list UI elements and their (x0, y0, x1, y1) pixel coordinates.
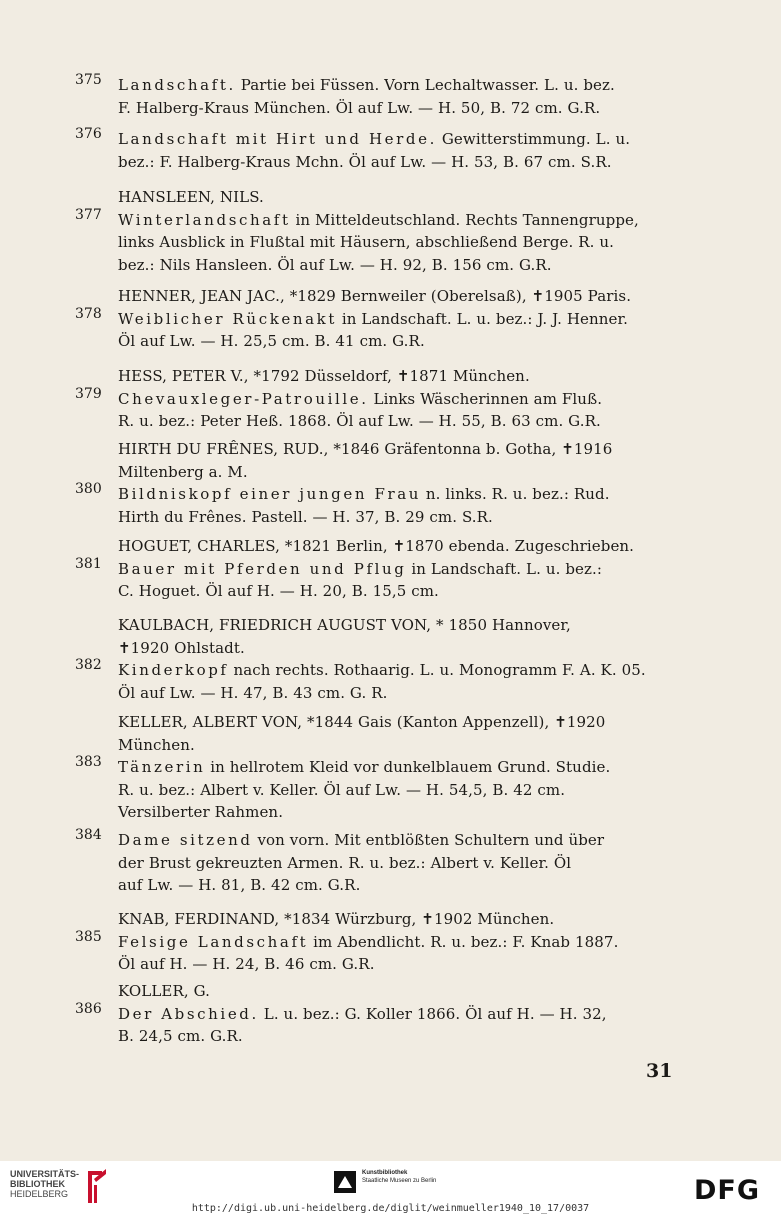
entry-line: bez.: Nils Hansleen. Öl auf Lw. — H. 92, B. 156 cm. G.R. (118, 255, 552, 274)
catalog-entry (75, 365, 680, 433)
entry-first-line (75, 659, 680, 682)
catalog-entry (75, 829, 680, 897)
entry-line: der Brust gekreuzten Armen. R. u. bez.: Albert v. Keller. Öl (118, 853, 572, 872)
entry-line: Öl auf Lw. — H. 25,5 cm. B. 41 cm. G.R. (118, 332, 425, 350)
entry-line: Versilberter Rahmen. (118, 803, 284, 821)
entry-line: Öl auf H. — H. 24, B. 46 cm. G.R. (118, 955, 375, 973)
ub-heidelberg-logo-icon (80, 1167, 108, 1207)
lot-number: 377 (75, 206, 102, 223)
entry-first-line (75, 1000, 680, 1026)
entry-description: L. u. bez.: G. Koller 1866. Öl auf H. — H. 32, (258, 1004, 607, 1023)
entry-description: Links Wäscherinnen am Fluß. (368, 389, 603, 408)
entry-first-line (75, 928, 680, 954)
catalog-entry (75, 535, 680, 603)
entry-line: Hirth du Frênes. Pastell. — H. 37, B. 29 cm. S.R. (118, 507, 493, 526)
entry-description: in Landschaft. L. u. bez.: J. J. Henner. (337, 309, 628, 328)
catalog-entry (75, 285, 680, 353)
entry-first-line (75, 305, 680, 331)
entry-first-line (75, 829, 680, 852)
artist-heading: KELLER, ALBERT VON, *1844 Gais (Kanton Appenzell), ✝1920 (118, 713, 606, 731)
artwork-title: Winterlandschaft (118, 210, 291, 229)
catalog-entry (75, 128, 680, 173)
entry-first-line (75, 756, 680, 779)
entry-first-line (75, 385, 680, 411)
entry-description: Gewitterstimmung. L. u. (436, 130, 631, 148)
artist-heading: KOLLER, G. (118, 982, 211, 1000)
entry-first-line (75, 483, 680, 506)
lot-number: 383 (75, 754, 102, 770)
entry-first-line (75, 206, 680, 232)
artist-heading-continued: Miltenberg a. M. (118, 462, 248, 481)
artist-heading-continued: München. (118, 735, 195, 754)
kunstbibliothek-name: Kunstbibliothek Staatliche Museen zu Berlin (362, 1170, 437, 1184)
entry-line: bez.: F. Halberg-Kraus Mchn. Öl auf Lw. — H. 53, B. 67 cm. S.R. (118, 152, 612, 171)
entry-line: auf Lw. — H. 81, B. 42 cm. G.R. (118, 876, 361, 894)
lot-number: 380 (75, 481, 102, 497)
entry-first-line (75, 555, 680, 581)
lot-number: 384 (75, 827, 102, 843)
catalog-entry (75, 74, 680, 119)
catalog-entry (75, 711, 680, 824)
artwork-title: Felsige Landschaft (118, 932, 309, 951)
entry-line: R. u. bez.: Albert v. Keller. Öl auf Lw. — H. 54,5, B. 42 cm. (118, 780, 566, 799)
page-number: 31 (646, 1060, 673, 1082)
entry-description: in Mitteldeutschland. Rechts Tannengruppe, (290, 210, 639, 229)
catalog-entry (75, 438, 680, 528)
entry-description: in Landschaft. L. u. bez.: (406, 559, 603, 578)
entry-description: in hellrotem Kleid vor dunkelblauem Grund. Studie. (205, 758, 611, 776)
lot-number: 376 (75, 126, 102, 142)
artwork-title: Bauer mit Pferden und Pflug (118, 559, 407, 578)
catalog-entry (75, 908, 680, 976)
artist-heading: HANSLEEN, NILS. (118, 188, 264, 206)
artist-heading: HENNER, JEAN JAC., *1829 Bernweiler (Oberelsaß), ✝1905 Paris. (118, 287, 632, 305)
artwork-title: Dame sitzend (118, 831, 253, 849)
entry-description: nach rechts. Rothaarig. L. u. Monogramm F. A. K. 05. (228, 661, 646, 679)
artwork-title: Tänzerin (118, 758, 206, 776)
artist-heading: KNAB, FERDINAND, *1834 Würzburg, ✝1902 München. (118, 910, 555, 928)
artwork-title: Landschaft mit Hirt und Herde. (118, 130, 437, 148)
permalink-url[interactable]: http://digi.ub.uni-heidelberg.de/diglit/weinmueller1940_10_17/0037 (191, 1203, 590, 1214)
entry-line: C. Hoguet. Öl auf H. — H. 20, B. 15,5 cm. (118, 582, 439, 600)
lot-number: 381 (75, 555, 102, 572)
artist-heading: KAULBACH, FRIEDRICH AUGUST VON, * 1850 Hannover, (118, 616, 571, 634)
lot-number: 386 (75, 1000, 102, 1017)
artwork-title: Chevauxleger-Patrouille. (118, 389, 369, 408)
kunstbibliothek-logo-icon (334, 1171, 356, 1193)
catalog-entry (75, 980, 680, 1048)
viewer-footer (0, 1161, 781, 1219)
artwork-title: Landschaft. (118, 76, 236, 94)
entry-description: Partie bei Füssen. Vorn Lechaltwasser. L. u. bez. (235, 76, 615, 94)
catalog-entry (75, 186, 680, 276)
entry-line: R. u. bez.: Peter Heß. 1868. Öl auf Lw. — H. 55, B. 63 cm. G.R. (118, 412, 601, 430)
ub-heidelberg-name: UNIVERSITÄTS- BIBLIOTHEK HEIDELBERG (10, 1169, 80, 1199)
artist-heading: HESS, PETER V., *1792 Düsseldorf, ✝1871 München. (118, 367, 530, 385)
artwork-title: Kinderkopf (118, 661, 229, 679)
catalog-entry (75, 614, 680, 704)
entry-line: Öl auf Lw. — H. 47, B. 43 cm. G. R. (118, 683, 388, 702)
artwork-title: Weiblicher Rückenakt (118, 309, 337, 328)
entry-line: F. Halberg-Kraus München. Öl auf Lw. — H. 50, B. 72 cm. G.R. (118, 98, 601, 117)
entry-first-line (75, 74, 680, 97)
entry-description: von vorn. Mit entblößten Schultern und über (252, 831, 605, 849)
artist-heading-continued: ✝1920 Ohlstadt. (118, 638, 245, 657)
lot-number: 379 (75, 385, 102, 402)
artwork-title: Bildniskopf einer jungen Frau (118, 485, 422, 503)
artwork-title: Der Abschied. (118, 1004, 259, 1023)
entry-description: n. links. R. u. bez.: Rud. (421, 485, 610, 503)
entry-description: im Abendlicht. R. u. bez.: F. Knab 1887. (308, 932, 619, 951)
artist-heading: HIRTH DU FRÊNES, RUD., *1846 Gräfentonna b. Gotha, ✝1916 (118, 440, 613, 458)
entry-line: B. 24,5 cm. G.R. (118, 1027, 243, 1045)
lot-number: 385 (75, 928, 102, 945)
lot-number: 378 (75, 305, 102, 322)
entry-first-line (75, 128, 680, 151)
dfg-logo-icon: DFG (694, 1175, 761, 1206)
lot-number: 375 (75, 72, 102, 88)
artist-heading: HOGUET, CHARLES, *1821 Berlin, ✝1870 ebenda. Zugeschrieben. (118, 537, 635, 555)
entry-line: links Ausblick in Flußtal mit Häusern, abschließend Berge. R. u. (118, 233, 614, 251)
lot-number: 382 (75, 657, 102, 673)
